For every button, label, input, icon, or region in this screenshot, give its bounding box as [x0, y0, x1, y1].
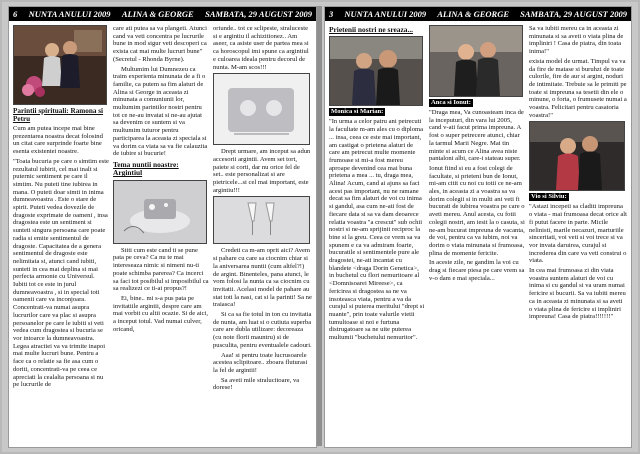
section-subhead: Tema nuntii noastre: Argintiul — [113, 159, 179, 178]
paragraph: Sa va iubiti mereu ca in aceasta zi minunata si sa aveti o viata plina de impliniri ! Casa de piatra, din toata inima!" — [529, 25, 624, 56]
photo-glasses — [213, 196, 310, 244]
paragraph: "In urma a celor patru ani petrecuti la facultate m-am ales cu o diploma ... insa, ceea ce este mai important, am castigat o prietena alaturi de care am petrecut multe momente frumoase si mi-a fost mereu aproape devenind cea mai buna prietena a mea ... tu, draga mea, Alina! Acum, cand ai ajuns sa faci acest pas important, nu ne ramane decat sa fim alaturi de voi cu inima si gandul, asa cum ne-ati fost de fiecare data si sa va dam deoarece relatia voastra "a crescut" sub ochii nostri si ne-am sprijinit reciproc la bine si la greu. Ceea ce vrem sa va spunem e ca va admiram foarte, bucuratile si sentimentele pure ale dragostei, ne-ati incantat cu blandete <draga Dorin Genetica>, in buchetul cu flori nemuritoare al <Domnisoarei Mireese>, ca fericirea si dragostea sa ne va insoteasca viata, pentru a va da curajul si puterea meritului "drept si nuante", prin toate valurile vietii tumultoase si noi e furtuna distrugatoare sa ne uite puterea multumii "buchetului nemuritor". — [329, 118, 425, 342]
page-gutter — [317, 6, 322, 446]
left-page — [8, 6, 317, 448]
paragraph: Drept urmare, am inceput sa adun accesorii argintii. Avem set tort, paiete si corti, dar nu orice fel de set.. este personalizat si are pietricele...si cel mai important, este argintiu!!! — [213, 148, 311, 194]
paragraph: Sa aveti mile stralucitoare, va dorese! — [213, 376, 300, 392]
left-column-1 — [13, 25, 109, 443]
paragraph: "Toata bucuria pe care o simtim este rezultatul iubirii, cel mai inalt si puternic sentiment pe care il simtim. Nu puteti tine iubirea in mana. O puteti doar simti in inima dumneavoastra . Este o stare de spirit. Puteti vedea dovezile de dragoste exprimate de oameni , insa dragostea este un sentiment si sunteti singura persoana care poate radia si emite sentimentul de dragoste. Capacitatea de a genera sentimentul de dragoste este nelimitata si, atunci cand iubiti, sunteti in cea mai deplina si mai perfecta armonie cu Universul. Iubiti tot ce este in jurul dumneavoastra , si in special toti oamenii care va inconjoara. Concentrati-va numai asupra lucrurilor care va plac si asupra persoanelor pe care le iubiti si veti vedea cum dragostea si bucuria se vor intoarce la dumneavoastra. Legea atractiei va va trimite inapoi mai multe lucruri bune. Pentru a face ca o relatie sa fie asa cum o doriti, concentrati-va pe ceea ce apreciati la cealalta persoana si nu pe lucrurile de — [13, 157, 109, 389]
photo-monica-marian — [329, 36, 423, 106]
friends-caption: Vio si Silviu: — [531, 193, 567, 201]
paragraph: In cea mai frumoasa zi din viata voastra suntem alaturi de voi cu inima si cu gandul si va uram numai fericire si bucurii. Sa va iubiti mereu ca in aceasta zi minunata si sa aveti o viata plina de fericire si impliniri impreuna! Casa de piatra!!!!!!!" — [529, 267, 626, 321]
friends-caption: Monica si Marian: — [331, 108, 384, 116]
issue-date: SAMBATA, 29 AUGUST 2009 — [205, 9, 312, 19]
photo-anca-ionut — [429, 25, 523, 97]
champagne-glasses-icon — [214, 197, 309, 243]
paragraph: Si ca sa fie totul in ton cu invitatia de nunta, am luat si o cutiuta superba care are dubla utilizare: decoreaza (cu note florii mauntru) si de pusculita, pentru eventualele cadouri. — [213, 311, 312, 349]
page-number: 3 — [329, 9, 334, 19]
paragraph: oriunde.. tot ce sclipeste, straluceste si e argintiu il achizitionez.. Am aseer, ca asiste user de partea mea si ca horoscopul imi spune ca argintiul e culoarea ideala pentru decorul de nunta. M-am scos!!! — [213, 25, 309, 71]
photo-silver-accessories — [113, 180, 207, 244]
paragraph: Ionut fiind si eu a fost colegi de facultate, si prieteni bun de Ionut, mi-am citit cu noi cu totii ce ne-am ales, in aceasta zi a voastra sa va dorim colegii si in multi ani veti fi bucurati de iubirea voastra pe care o aveti mereu. Anul acesta, cu fotii colegii nostri, am iesit la o casuta, si ne-am bucurat impreuna de vacanta, de voi, pentru ca va iubim, noi va dorim o viata minunata si frumoasa, plina de momente fericite. — [429, 164, 525, 257]
left-page-header — [9, 7, 316, 21]
right-page-header — [325, 7, 631, 21]
photo-caption: Parintii spirituali: Ramona si Petru — [13, 107, 104, 123]
newspaper-title: NUNTA ANULUI 2009 — [344, 9, 427, 19]
right-column-3 — [529, 25, 627, 443]
friends-couple-photo-icon — [430, 26, 522, 96]
couple-names: ALINA & GEORGE — [437, 9, 510, 19]
paragraph: Cum am putea incepe mai bine prezentarea noastra decat folosind un citat care surprinde foarte bine esenta existentei noastre. — [13, 125, 103, 156]
paragraph: Aaa! si pentru toate lucrusoarele acestea sclipitoare.. zboara fluturasi la fel de argintii! — [213, 351, 308, 374]
photo-ramona-petru — [13, 25, 107, 105]
friends-caption: Anca si Ionut: — [431, 99, 471, 106]
right-column-2 — [429, 25, 525, 443]
paragraph: In aceste zile, ne gandim la voi cu drag si fiecare piesa pe care vrem sa v-o dam e mai speciala... — [429, 259, 525, 282]
photo-silver-set — [213, 73, 310, 145]
paragraph: Multumim lui Dumnezeu ca traim experienta minunata de a fi o familie, ca putem sa fim alaturi de Alina si George in aceasta zi minunata a comuniunii lor, multumim parintilor nostri pentru tot ce ne-au invatat si ne-au ajutat sa devenim ce suntem si va multumim tuturor pentru participarea la aceasta zi speciala si va dorim ca viata sa va fie calauzita de iubire si bucurie! — [113, 65, 208, 158]
paragraph: care ati putea sa va plangeti. Atunci cand va veti concentra pe lucrurile bune in mod sigur veti descoperi ca exista cat mai multe lucruri bune" (Secretul - Rhonda Byrne). — [113, 25, 207, 63]
paragraph: "Draga mea, Va cunoasteam inca de la inceputuri, din vara lui 2005, cand v-ati facut prima impreuna. A fost o super petrecere atunci, chiar la tarmul Marii Negre. Mai tin minte si acum ce Alina avea niste pantaloni albi, care-i stateau super. — [429, 109, 524, 163]
paragraph: "Astazi incepeti sa claditi impreuna o viata - mai frumoasa decat orice alt fi putut facere in parte. Micile nelinisti, marile necazuri, marturiile sinceritati, voi veti si voi trece si va vor invata daruirea, curajul si increderea din care va veti construi o viata. — [529, 203, 627, 265]
newspaper-spread — [2, 2, 638, 452]
issue-date: SAMBATA, 29 AUGUST 2009 — [520, 9, 627, 19]
paragraph: Credeti ca m-am oprit aici? Avem si pahare cu care sa ciocnim chiar si la aniversarea nuntii (cum altfel?!) de argint. Binenteles, pana atunci, le vom folosi la nunta ca sa ciocnim cu invitatii. Acelasi model de pahare au stat toti la nasi, cat si la parinti! Sa ne traiasca! — [213, 247, 312, 309]
right-column-1 — [329, 25, 425, 443]
silver-set-icon — [214, 74, 309, 144]
silver-accessories-icon — [114, 181, 206, 243]
photo-vio-silviu — [529, 121, 625, 191]
couple-photo-icon — [14, 26, 106, 104]
paragraph: Stiti cum este cand ti se pune pata pe ceva? Ca nu te mai intereseaza nimic si nimeni nu-ti poate schimba parerea? Ca incerci sa faci tot posibilul si imposibilul ca sa realizezi ce ti-ai propus?! — [113, 246, 209, 293]
section-headline: Prietenii nostri ne sreaza... — [329, 25, 414, 34]
friends-couple-photo-icon — [530, 122, 624, 190]
page-number: 6 — [13, 9, 18, 19]
newspaper-title: NUNTA ANULUI 2009 — [28, 9, 111, 19]
friends-couple-photo-icon — [330, 37, 422, 105]
paragraph: exista model de urmat. Timpul va va da fire de matase si buruhzi de toate culorile, fire de aur si argint, noduri de intimitate. Trebuie sa le primiti pe toate si impreuna sa tesetii din ele o minune, o forta, o frumusete numai a voastra. Felicitari pentru casatoria voastra!" — [529, 57, 627, 119]
paragraph: Ei, bine.. mi s-a pus pata pe invitatiile argintii, despre care am mai vorbit cu altii ocazie. Si de aici, a inceput totul. Vad numai culver, oricand, — [113, 294, 209, 333]
right-page — [324, 6, 632, 448]
left-column-3 — [213, 25, 312, 443]
left-column-2 — [113, 25, 209, 443]
couple-names: ALINA & GEORGE — [121, 9, 194, 19]
